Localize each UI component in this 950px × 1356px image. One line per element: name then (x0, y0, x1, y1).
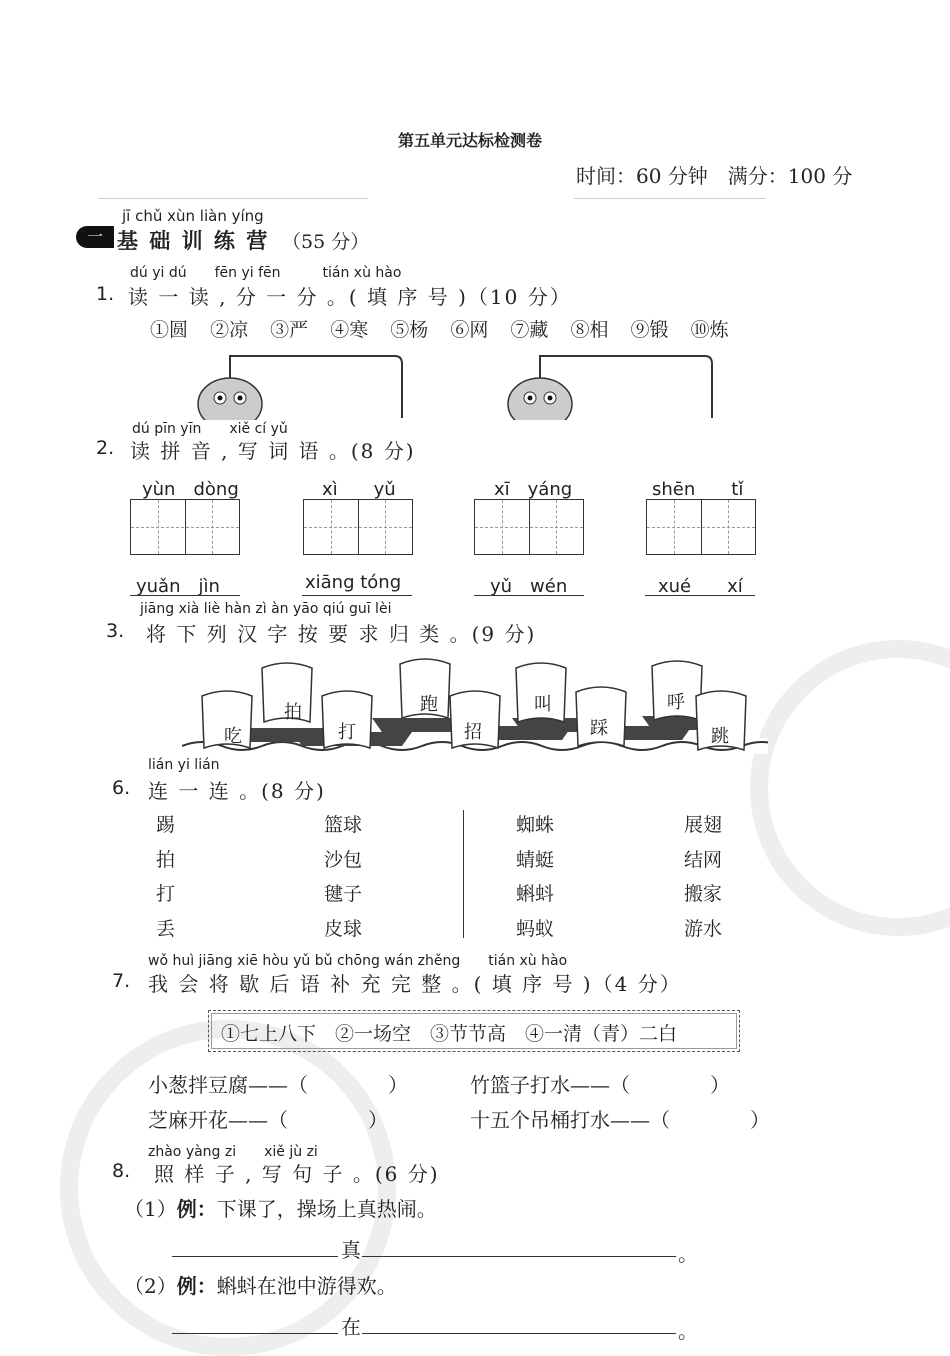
writing-box[interactable] (130, 499, 240, 555)
sail-char: 打 (338, 722, 356, 743)
pinyin-prompt: yuǎn jìn (136, 576, 220, 597)
q8-number: 8. (112, 1160, 131, 1182)
char-option: ⑥网 (450, 319, 489, 341)
match-col-verbs (156, 808, 175, 946)
example-2 (124, 1270, 397, 1299)
match-item[interactable]: 蜻蜓 (516, 848, 555, 871)
pinyin-prompt: yǔ wén (490, 576, 568, 597)
q6-pinyin: lián yi lián (148, 757, 220, 773)
q7-text: 我 会 将 歇 后 语 补 充 完 整 。( 填 序 号 )（4 分） (148, 972, 682, 996)
xiehouyu-item: 小葱拌豆腐——（ ） (148, 1073, 408, 1097)
pinyin-prompt: xué xí (658, 576, 743, 597)
answer-line[interactable] (362, 1333, 676, 1334)
char-option: ⑨锻 (630, 319, 669, 341)
pinyin-prompt: xì yǔ (322, 479, 396, 500)
time-info: 时间：60 分钟 满分：100 分 (576, 164, 853, 188)
sentence-end: 。 (678, 1242, 698, 1266)
q8-text: 照 样 子 , 写 句 子 。(6 分) (154, 1162, 440, 1186)
section-score: （55 分） (282, 231, 370, 253)
fill-word: 在 (341, 1315, 361, 1339)
match-item[interactable]: 搬家 (684, 883, 723, 905)
writing-box[interactable] (646, 499, 756, 555)
q2-number: 2. (96, 437, 115, 459)
q6-text: 连 一 连 。(8 分) (148, 779, 326, 803)
answer-line[interactable] (172, 1333, 338, 1334)
match-item[interactable]: 打 (156, 883, 176, 905)
match-item[interactable]: 篮球 (324, 814, 363, 836)
q7-pinyin: wǒ huì jiāng xiē hòu yǔ bǔ chōng wán zhěng tián xù hào (148, 953, 568, 969)
pinyin-prompt: shēn tǐ (652, 479, 744, 500)
q6-number: 6. (112, 777, 131, 799)
match-divider (463, 810, 464, 938)
sail-char: 叫 (534, 694, 552, 715)
example-sentence: 蝌蚪在池中游得欢。 (216, 1274, 397, 1298)
answer-line[interactable] (172, 1256, 338, 1257)
answer-line[interactable] (474, 595, 584, 596)
match-col-animals (516, 808, 554, 946)
q1-char-list (150, 315, 729, 342)
char-option: ④寒 (330, 319, 369, 341)
header-divider (98, 198, 368, 199)
match-item[interactable]: 蚂蚁 (516, 917, 555, 940)
sail-char: 招 (464, 722, 482, 743)
example-sentence: 下课了，操场上真热闹。 (216, 1197, 437, 1221)
match-col-actions (684, 808, 722, 946)
match-item[interactable]: 毽子 (324, 883, 363, 905)
char-option: ②凉 (210, 319, 249, 341)
fill-word: 真 (341, 1238, 361, 1262)
answer-line[interactable] (302, 595, 412, 596)
match-item[interactable]: 拍 (156, 848, 176, 871)
sail-char: 吃 (224, 726, 242, 747)
writing-box[interactable] (303, 499, 413, 555)
match-item[interactable]: 踢 (156, 814, 176, 836)
match-item[interactable]: 皮球 (324, 917, 363, 940)
q1-number: 1. (96, 283, 115, 305)
options-text: ①七上八下 ②一场空 ③节节高 ④一清（青）二白 (221, 1023, 678, 1045)
answer-line[interactable] (362, 1256, 676, 1257)
section-pinyin: jī chǔ xùn liàn yíng (122, 207, 264, 225)
example-1 (124, 1193, 437, 1222)
q2-text: 读 拼 音 , 写 词 语 。(8 分) (130, 439, 416, 463)
sail-char: 跳 (711, 726, 729, 747)
q7-number: 7. (112, 970, 131, 992)
watermark-decoration (750, 640, 950, 936)
example-label: （2） (124, 1274, 177, 1298)
match-item[interactable]: 丢 (156, 917, 176, 940)
q1-pinyin: dú yi dú fēn yi fēn tián xù hào (130, 265, 402, 281)
match-item[interactable]: 游水 (684, 917, 723, 940)
pinyin-prompt: yùn dòng (142, 479, 239, 500)
q1-text: 读 一 读 , 分 一 分 。( 填 序 号 )（10 分） (128, 285, 572, 309)
q3-pinyin: jiāng xià liè hàn zì àn yāo qiú guī lèi (140, 601, 392, 617)
pinyin-prompt: xiāng tóng (305, 572, 402, 593)
q3-text: 将 下 列 汉 字 按 要 求 归 类 。(9 分) (146, 622, 537, 646)
char-option: ①圆 (150, 319, 189, 341)
sail-char: 拍 (284, 702, 302, 723)
sentence-end: 。 (678, 1319, 698, 1343)
q3-number: 3. (106, 620, 125, 642)
owl-sign-illustration (190, 346, 750, 420)
match-item[interactable]: 沙包 (324, 848, 363, 871)
options-box (208, 1010, 740, 1052)
match-col-objects (324, 808, 362, 946)
pinyin-prompt: xī yáng (494, 479, 573, 500)
example-word: 例： (176, 1197, 217, 1221)
header-divider (574, 198, 766, 199)
char-option: ③严 (270, 319, 309, 341)
char-option: ⑦藏 (510, 319, 549, 341)
page-title: 第五单元达标检测卷 (398, 131, 543, 150)
sail-char: 跑 (420, 694, 438, 715)
example-label: （1） (124, 1197, 177, 1221)
writing-box[interactable] (474, 499, 584, 555)
char-option: ⑤杨 (390, 319, 429, 341)
q2-pinyin: dú pīn yīn xiě cí yǔ (132, 421, 288, 437)
answer-line[interactable] (645, 595, 755, 596)
section-number: 一 (86, 227, 103, 246)
xiehouyu-item: 芝麻开花——（ ） (148, 1108, 388, 1132)
xiehouyu-item: 十五个吊桶打水——（ ） (470, 1108, 770, 1132)
section-title: 基 础 训 练 营 (117, 228, 270, 253)
match-item[interactable]: 展翅 (684, 814, 723, 836)
char-option: ⑩炼 (690, 319, 729, 341)
example-word: 例： (176, 1274, 217, 1298)
sail-char: 踩 (590, 718, 608, 739)
match-item[interactable]: 结网 (684, 848, 723, 871)
match-item[interactable]: 蝌蚪 (516, 883, 555, 905)
q8-pinyin: zhào yàng zi xiě jù zi (148, 1144, 318, 1160)
xiehouyu-item: 竹篮子打水——（ ） (470, 1073, 730, 1097)
answer-line[interactable] (130, 595, 240, 596)
section-badge (76, 226, 114, 248)
sail-char: 呼 (667, 692, 685, 713)
match-item[interactable]: 蜘蛛 (516, 814, 555, 836)
char-option: ⑧相 (570, 319, 609, 341)
